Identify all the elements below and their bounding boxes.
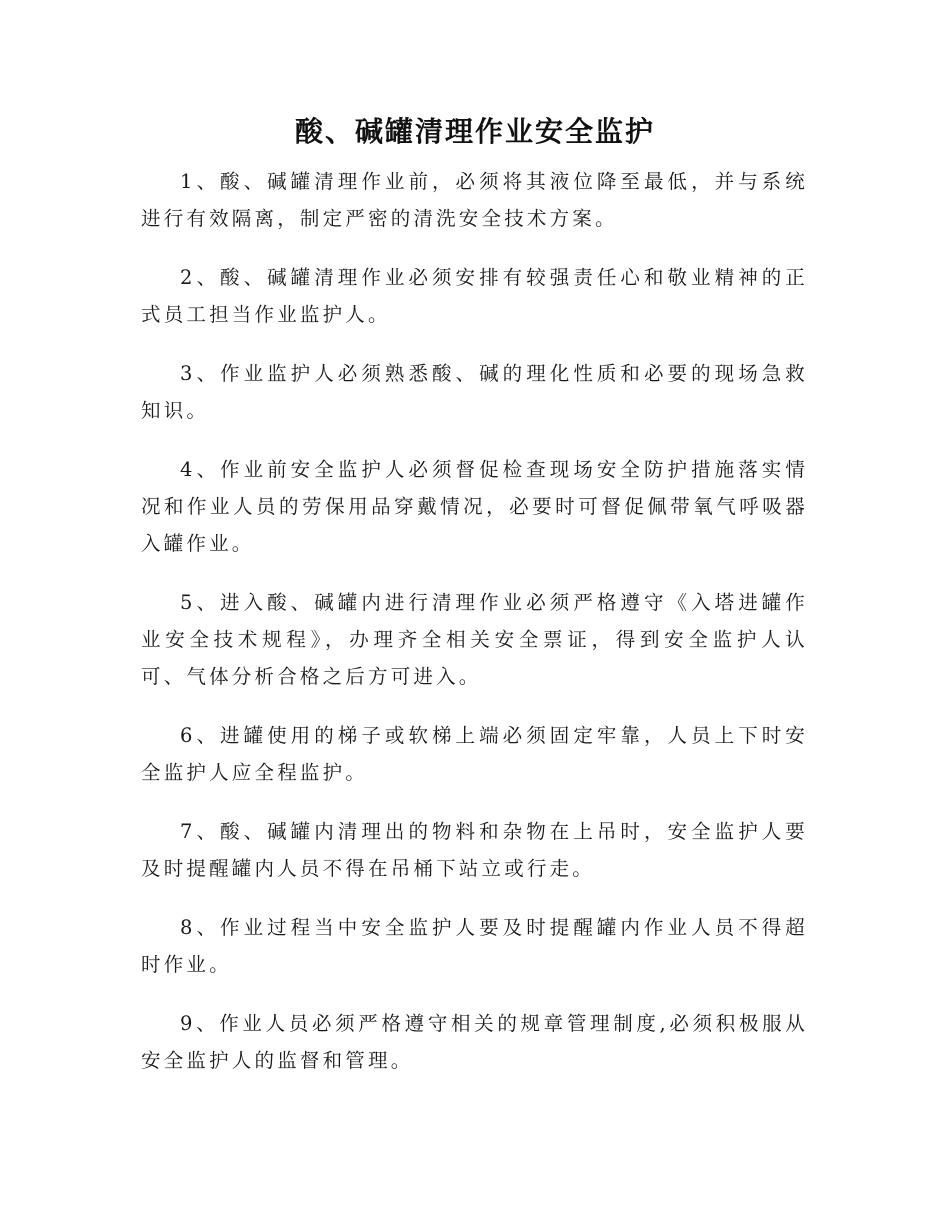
paragraph-4: 4、作业前安全监护人必须督促检查现场安全防护措施落实情况和作业人员的劳保用品穿戴情况，必要时可督促佩带氧气呼吸器入罐作业。 bbox=[141, 458, 808, 555]
paragraph-1: 1、酸、碱罐清理作业前，必须将其液位降至最低，并与系统进行有效隔离，制定严密的清洗安全技术方案。 bbox=[141, 170, 808, 230]
paragraph-9: 9、作业人员必须严格遵守相关的规章管理制度,必须积极服从安全监护人的监督和管理。 bbox=[141, 1012, 808, 1072]
document-body bbox=[141, 163, 808, 1101]
paragraph-5: 5、进入酸、碱罐内进行清理作业必须严格遵守《入塔进罐作业安全技术规程》，办理齐全相关安全票证，得到安全监护人认可、气体分析合格之后方可进入。 bbox=[141, 591, 808, 688]
document-title: 酸、碱罐清理作业安全监护 bbox=[294, 115, 655, 148]
paragraph-8: 8、作业过程当中安全监护人要及时提醒罐内作业人员不得超时作业。 bbox=[141, 916, 808, 976]
paragraph-6: 6、进罐使用的梯子或软梯上端必须固定牢靠，人员上下时安全监护人应全程监护。 bbox=[141, 724, 808, 784]
paragraph-7: 7、酸、碱罐内清理出的物料和杂物在上吊时，安全监护人要及时提醒罐内人员不得在吊桶下站立或行走。 bbox=[141, 820, 808, 880]
paragraph-3: 3、作业监护人必须熟悉酸、碱的理化性质和必要的现场急救知识。 bbox=[141, 362, 808, 422]
paragraph-2: 2、酸、碱罐清理作业必须安排有较强责任心和敬业精神的正式员工担当作业监护人。 bbox=[141, 266, 808, 326]
